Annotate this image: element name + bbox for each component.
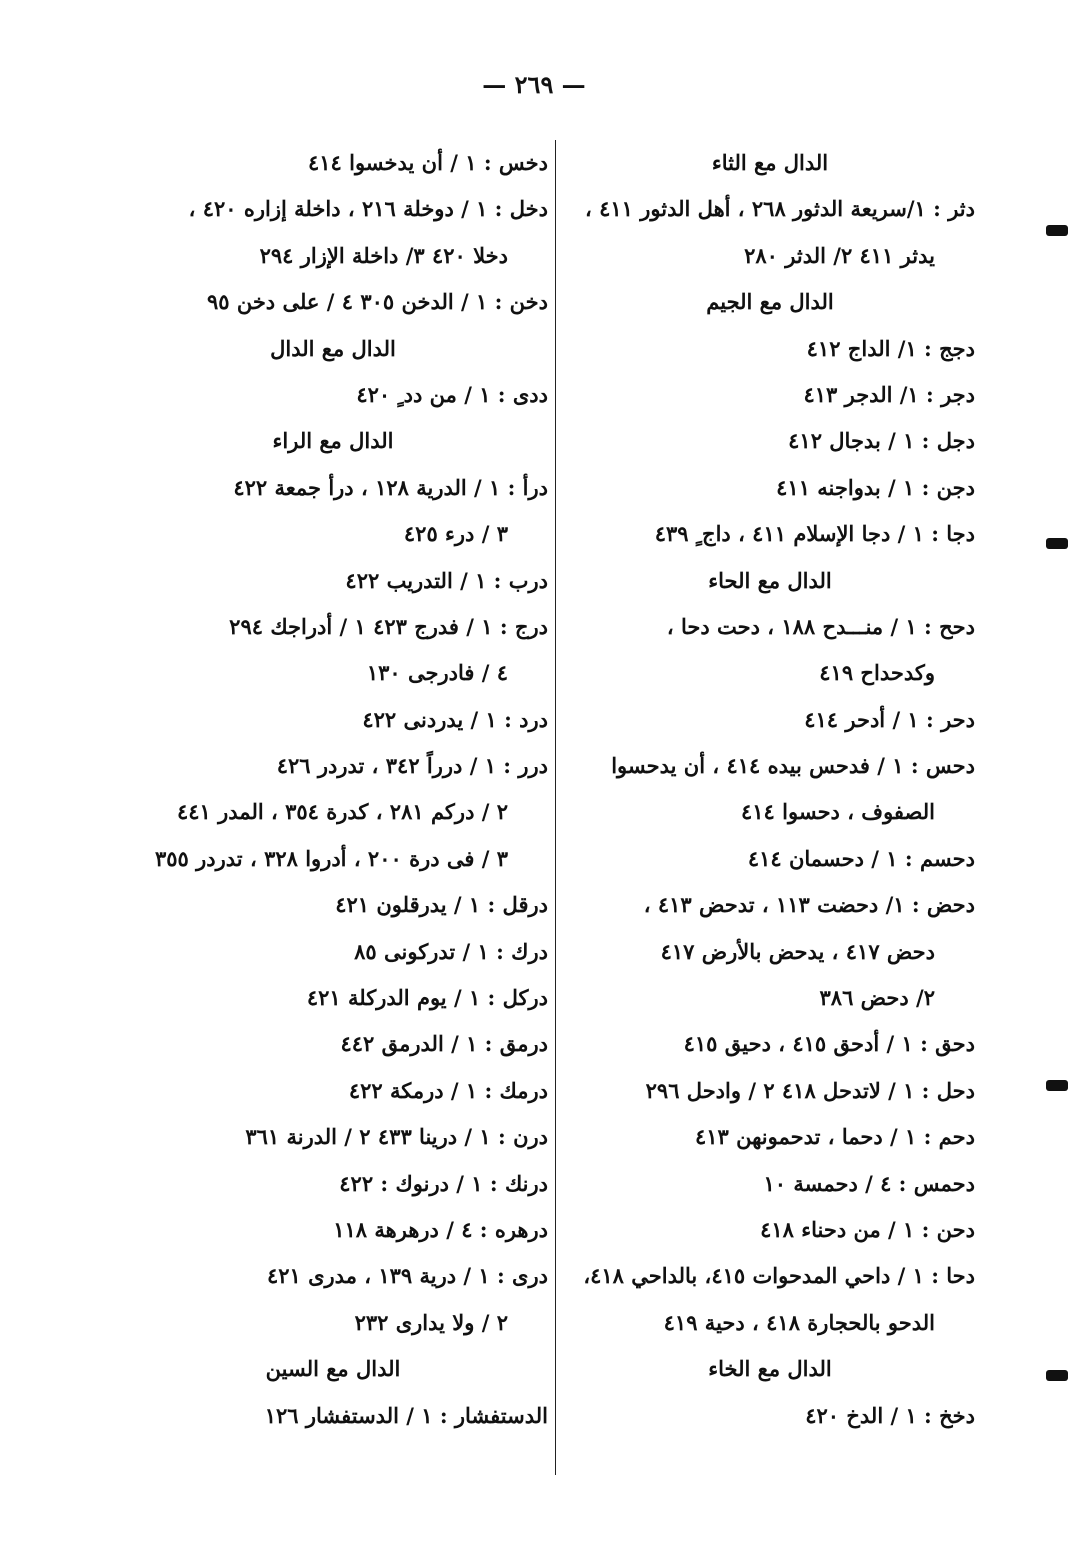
index-entry: درج : ١ / فدرج ٤٢٣ ١ / أدراجك ٢٩٤	[229, 613, 548, 639]
index-entry: دحن : ١ / من دحناء ٤١٨	[760, 1216, 975, 1242]
index-entry: دجا : ١ / دجا الإسلام ٤١١ ، داج ٍ ٤٣٩	[654, 521, 975, 547]
index-entry: درى : ١ / درية ١٣٩ ، مدرى ٤٢١	[266, 1263, 548, 1289]
margin-mark	[1046, 1080, 1068, 1091]
index-entry: درمك : ١ / درمكة ٤٢٢	[348, 1077, 548, 1103]
index-entry: درك : ١ / تدركونى ٨٥	[354, 938, 548, 964]
index-entry: دجر : ١/ الدجر ٤١٣	[803, 381, 975, 407]
left-column	[118, 140, 548, 1439]
column-divider	[555, 140, 556, 1475]
index-entry: درن : ١ / درينا ٤٣٣ ٢ / الدرنة ٣٦١	[245, 1124, 548, 1150]
index-entry: درب : ١ / التدريب ٤٢٢	[345, 567, 548, 593]
index-entry: ٤ / فادرجى ١٣٠	[366, 660, 508, 686]
page-number: — ٢٦٩ —	[482, 70, 586, 99]
index-entry: ٣ / فى درة ٢٠٠ ، أدروا ٣٢٨ ، تدردر ٣٥٥	[155, 845, 508, 871]
section-heading: الدال مع الثاء	[711, 150, 829, 175]
index-entry: درمق : ١ / الدرمق ٤٤٢	[340, 1031, 548, 1057]
index-entry: درد : ١ / يدردنى ٤٢٢	[362, 706, 548, 732]
index-entry: دجج : ١/ الداج ٤١٢	[806, 335, 975, 361]
index-entry: دخخ : ١ / الدخ ٤٢٠	[805, 1402, 975, 1428]
index-entry: ددى : ١ / من دد ٍ ٤٢٠	[356, 381, 548, 407]
index-entry: ٢/ دحض ٣٨٦	[819, 985, 935, 1011]
index-entry: درأ : ١ / الدرية ١٢٨ ، درأ جمعة ٤٢٢	[233, 474, 548, 500]
index-entry: دثر : ١/سريعة الدثور ٢٦٨ ، أهل الدثور ٤١١ ،	[585, 196, 975, 222]
margin-mark	[1046, 538, 1068, 549]
index-entry: دخن : ١ / الدخن ٣٠٥ ٤ / على دخن ٩٥	[206, 289, 548, 315]
index-entry: ٣ / درء ٤٢٥	[403, 521, 508, 547]
index-entry: دركل : ١ / يوم الدركلة ٤٢١	[306, 985, 548, 1011]
index-entry: درقل : ١ / يدرقلون ٤٢١	[335, 892, 548, 918]
index-entry: الدستفشار : ١ / الدستفشار ١٢٦	[264, 1402, 548, 1428]
index-entry: دحمس : ٤ / دحمسة ١٠	[763, 1170, 975, 1196]
index-entry: دحا : ١ / داحي المدحوات ٤١٥، بالداحي ٤١٨،	[583, 1263, 975, 1289]
index-entry: درهره : ٤ / درهرهة ١١٨	[333, 1216, 548, 1242]
right-column	[565, 140, 975, 1439]
index-entry: دحض ٤١٧ ، يدحض بالأرض ٤١٧	[660, 938, 935, 964]
index-entry: يدثر ٤١١ ٢/ الدثر ٢٨٠	[744, 242, 935, 268]
section-heading: الدال مع السين	[265, 1356, 401, 1382]
margin-mark	[1046, 225, 1068, 236]
index-entry: دحم : ١ / دحما ، تدحمونهن ٤١٣	[694, 1124, 975, 1150]
index-entry: دخس : ١ / أن يدخسوا ٤١٤	[307, 150, 548, 175]
index-entry: وكدحداح ٤١٩	[819, 660, 935, 686]
index-entry: دخلا ٤٢٠ ٣/ داخلة الإزار ٢٩٤	[259, 242, 508, 268]
section-heading: الدال مع الدال	[270, 335, 396, 361]
index-entry: دحر : ١ / أدحر ٤١٤	[804, 706, 975, 732]
index-entry: دحض : ١/ دحضت ١١٣ ، تدحض ٤١٣ ،	[643, 892, 975, 918]
index-entry: دحل : ١ / لاتدحل ٤١٨ ٢ / وادحل ٢٩٦	[645, 1077, 975, 1103]
index-entry: دحق : ١ / أدحق ٤١٥ ، دحيق ٤١٥	[683, 1031, 975, 1057]
index-entry: دحس : ١ / فدحس بيده ٤١٤ ، أن يدحسوا	[611, 753, 975, 779]
index-entry: دحسم : ١ / دحسمان ٤١٤	[747, 845, 975, 871]
index-entry: درنك : ١ / درنوك : ٤٢٢	[339, 1170, 548, 1196]
index-entry: ٢ / ولا يدارى ٢٣٢	[354, 1309, 508, 1335]
index-entry: درر : ١ / درراً ٣٤٢ ، تدردر ٤٢٦	[276, 753, 548, 779]
index-entry: ٢ / دركم ٢٨١ ، كدرة ٣٥٤ ، المدر ٤٤١	[176, 799, 508, 825]
section-heading: الدال مع الحاء	[708, 567, 832, 593]
index-entry: دخل : ١ / دوخلة ٢١٦ ، داخلة إزاره ٤٢٠ ،	[188, 196, 548, 222]
section-heading: الدال مع الراء	[272, 428, 394, 454]
index-entry: الدحو بالحجارة ٤١٨ ، دحية ٤١٩	[663, 1309, 935, 1335]
index-entry: الصفوف ، دحسوا ٤١٤	[741, 799, 935, 825]
margin-mark	[1046, 1370, 1068, 1381]
section-heading: الدال مع الخاء	[708, 1356, 832, 1382]
index-entry: دجل : ١ / بدجال ٤١٢	[788, 428, 975, 454]
section-heading: الدال مع الجيم	[706, 289, 834, 315]
index-entry: دحح : ١ / منـــدح ١٨٨ ، دحت دحا ،	[666, 613, 975, 639]
index-entry: دجن : ١ / بدواجنه ٤١١	[776, 474, 975, 500]
